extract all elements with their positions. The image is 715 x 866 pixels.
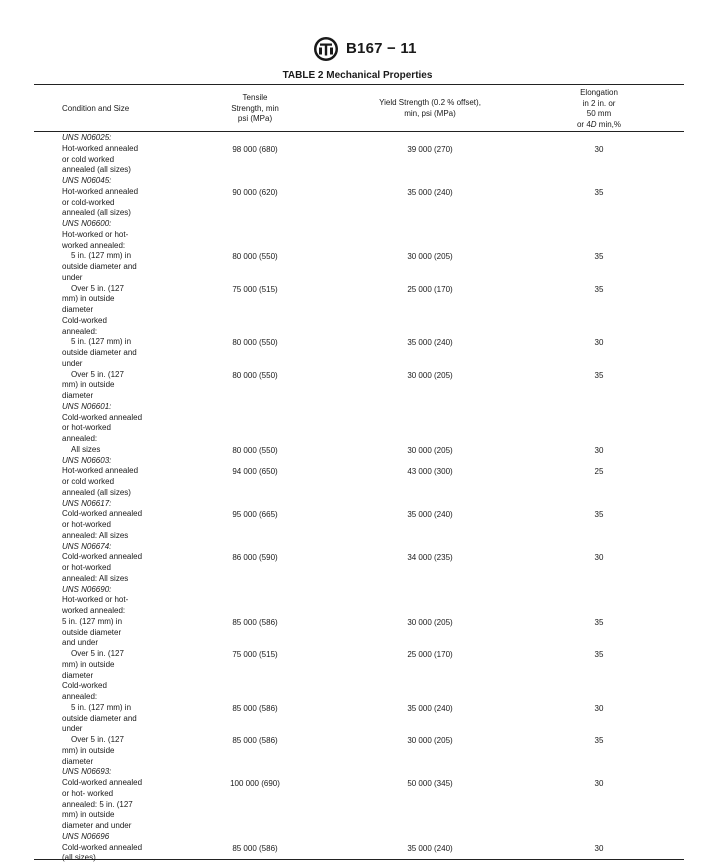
condition-text: worked annealed: <box>62 240 126 250</box>
elongation-value: 35 <box>594 284 604 294</box>
yield-value: 35 000 (240) <box>407 187 453 197</box>
tensile-value: 85 000 (586) <box>232 617 278 627</box>
condition-text: Over 5 in. (127 <box>71 283 124 293</box>
col-header-elongation-line: 50 mm <box>586 109 612 118</box>
condition-text: Cold-worked <box>62 681 107 691</box>
yield-value: 30 000 (205) <box>407 370 453 380</box>
condition-text: Cold-worked <box>62 315 107 325</box>
tensile-value: 80 000 (550) <box>232 445 278 455</box>
yield-value: 35 000 (240) <box>407 510 453 520</box>
condition-text: annealed (all sizes) <box>62 208 131 218</box>
condition-text: or hot-worked <box>62 423 111 433</box>
col-header-elongation-line: or 4D min,% <box>576 119 622 129</box>
elongation-value: 35 <box>594 252 604 262</box>
col-header-yield <box>340 98 520 119</box>
condition-text: and under <box>62 638 99 648</box>
elongation-value: 25 <box>594 467 604 477</box>
condition-text: or cold worked <box>62 154 115 164</box>
condition-text: or cold worked <box>62 477 115 486</box>
yield-value: 30 000 (205) <box>407 445 453 455</box>
tensile-value: 100 000 (690) <box>230 779 280 788</box>
condition-text: All sizes <box>71 444 101 454</box>
col-header-elongation-line: Elongation <box>580 88 618 97</box>
condition-text: or cold-worked <box>62 197 115 207</box>
condition-text: Over 5 in. (127 <box>71 649 124 658</box>
condition-text: Hot-worked or hot- <box>62 595 129 605</box>
elongation-value: 35 <box>594 736 604 745</box>
condition-text: outside diameter <box>62 627 122 637</box>
condition-text: under <box>62 724 83 734</box>
col-header-tensile-line: Tensile <box>242 93 268 102</box>
table-top-rule <box>34 84 684 85</box>
condition-text: diameter and under <box>62 821 132 830</box>
tensile-value: 80 000 (550) <box>232 252 278 262</box>
elongation-value: 30 <box>594 843 604 853</box>
condition-text: Hot-worked or hot- <box>62 229 129 239</box>
elongation-value: 30 <box>594 779 604 788</box>
yield-value: 35 000 (240) <box>407 338 453 348</box>
condition-text: UNS N06690: <box>62 584 112 594</box>
elongation-value: 35 <box>594 187 604 197</box>
col-header-yield-line: Yield Strength (0.2 % offset), <box>379 98 481 107</box>
condition-text: UNS N06603: <box>62 455 112 465</box>
condition-text: 5 in. (127 mm) in <box>71 251 132 261</box>
elongation-value: 35 <box>594 370 604 380</box>
tensile-value: 95 000 (665) <box>232 510 278 520</box>
elongation-value: 35 <box>594 650 604 659</box>
condition-text: annealed: <box>62 692 98 701</box>
condition-text: outside diameter and <box>62 262 137 271</box>
condition-text: 5 in. (127 mm) in <box>71 702 132 712</box>
tensile-value: 85 000 (586) <box>232 736 278 745</box>
condition-text: diameter <box>62 756 94 766</box>
tensile-value: 80 000 (550) <box>232 370 278 380</box>
elongation-value: 30 <box>594 703 604 713</box>
condition-text: mm) in outside <box>62 745 115 755</box>
col-header-tensile-line: Strength, min <box>231 103 279 113</box>
yield-value: 39 000 (270) <box>407 144 453 154</box>
condition-text: under <box>62 358 83 368</box>
condition-text: or hot-worked <box>62 520 111 529</box>
yield-value: 34 000 (235) <box>407 553 453 563</box>
yield-value: 30 000 (205) <box>407 736 453 745</box>
yield-value: 43 000 (300) <box>407 467 453 477</box>
condition-text: worked annealed: <box>62 606 126 615</box>
astm-logo-icon <box>313 36 339 62</box>
yield-value: 35 000 (240) <box>407 703 453 713</box>
condition-text: annealed: All sizes <box>62 573 129 583</box>
tensile-value: 86 000 (590) <box>232 553 278 563</box>
elongation-value: 35 <box>594 617 604 627</box>
condition-text: annealed: <box>62 326 98 336</box>
condition-text: UNS N06617: <box>62 498 112 508</box>
col-header-condition: Condition and Size <box>62 104 130 113</box>
condition-text: outside diameter and <box>62 713 137 723</box>
condition-text: annealed (all sizes) <box>62 487 131 497</box>
condition-text: UNS N06600: <box>62 219 112 228</box>
yield-value: 50 000 (345) <box>407 779 453 788</box>
elongation-value: 35 <box>594 510 604 520</box>
condition-text: Cold-worked annealed <box>62 778 143 787</box>
condition-text: UNS N06045: <box>62 176 112 185</box>
elongation-value: 30 <box>594 144 604 154</box>
tensile-value: 80 000 (550) <box>232 338 278 348</box>
yield-value: 25 000 (170) <box>407 284 453 294</box>
condition-text: Hot-worked annealed <box>62 186 139 196</box>
condition-text: Over 5 in. (127 <box>71 735 124 744</box>
condition-text: or hot-worked <box>62 563 111 572</box>
condition-text: annealed: <box>62 434 98 443</box>
tensile-value: 75 000 (515) <box>232 650 278 659</box>
condition-text: diameter <box>62 305 94 314</box>
condition-text: or hot- worked <box>62 788 114 798</box>
document-designation: B167 − 11 <box>346 40 417 57</box>
condition-text: under <box>62 272 83 282</box>
condition-text: UNS N06674: <box>62 541 112 551</box>
condition-text: Hot-worked annealed <box>62 143 139 153</box>
condition-text: mm) in outside <box>62 810 115 820</box>
condition-text: annealed: 5 in. (127 <box>62 799 133 809</box>
tensile-value: 75 000 (515) <box>232 284 278 294</box>
elongation-value: 30 <box>594 338 604 348</box>
condition-text: Hot-worked annealed <box>62 466 139 476</box>
yield-value: 35 000 (240) <box>407 843 453 853</box>
condition-text: Cold-worked annealed <box>62 842 143 852</box>
tensile-value: 94 000 (650) <box>232 467 278 477</box>
elongation-value: 30 <box>594 445 604 455</box>
header-bottom-rule <box>34 131 684 132</box>
tensile-value: 90 000 (620) <box>232 187 278 197</box>
condition-text: UNS N06025: <box>62 133 112 142</box>
condition-text: annealed (all sizes) <box>62 165 131 175</box>
col-header-elongation-line: in 2 in. or <box>582 98 616 108</box>
yield-value: 30 000 (205) <box>407 617 453 627</box>
elongation-value: 30 <box>594 553 604 563</box>
condition-text: (all sizes) <box>62 853 96 863</box>
condition-text: mm) in outside <box>62 294 115 304</box>
condition-text: diameter <box>62 670 94 680</box>
tensile-value: 85 000 (586) <box>232 843 278 853</box>
condition-text: outside diameter and <box>62 348 137 357</box>
tensile-value: 98 000 (680) <box>232 144 278 154</box>
yield-value: 25 000 (170) <box>407 650 453 659</box>
condition-text: mm) in outside <box>62 380 115 390</box>
condition-text: Over 5 in. (127 <box>71 369 124 379</box>
table-bottom-rule <box>34 859 684 860</box>
condition-text: Cold-worked annealed <box>62 509 143 519</box>
condition-text: UNS N06696 <box>62 831 110 841</box>
condition-text: mm) in outside <box>62 659 115 669</box>
col-header-tensile-line: psi (MPa) <box>237 114 273 123</box>
condition-text: 5 in. (127 mm) in <box>62 616 123 626</box>
col-header-yield-line: min, psi (MPa) <box>404 108 456 118</box>
col-header-elongation <box>555 88 643 130</box>
yield-value: 30 000 (205) <box>407 252 453 262</box>
tensile-value: 85 000 (586) <box>232 703 278 713</box>
col-header-tensile <box>205 93 305 125</box>
condition-text: diameter <box>62 391 94 400</box>
condition-text: annealed: All sizes <box>62 530 129 540</box>
condition-text: 5 in. (127 mm) in <box>71 337 132 347</box>
condition-text: Cold-worked annealed <box>62 412 143 422</box>
condition-text: UNS N06601: <box>62 401 112 411</box>
table-title: TABLE 2 Mechanical Properties <box>282 70 433 81</box>
condition-text: Cold-worked annealed <box>62 552 143 562</box>
condition-text: UNS N06693: <box>62 767 112 777</box>
page-header <box>0 36 715 64</box>
